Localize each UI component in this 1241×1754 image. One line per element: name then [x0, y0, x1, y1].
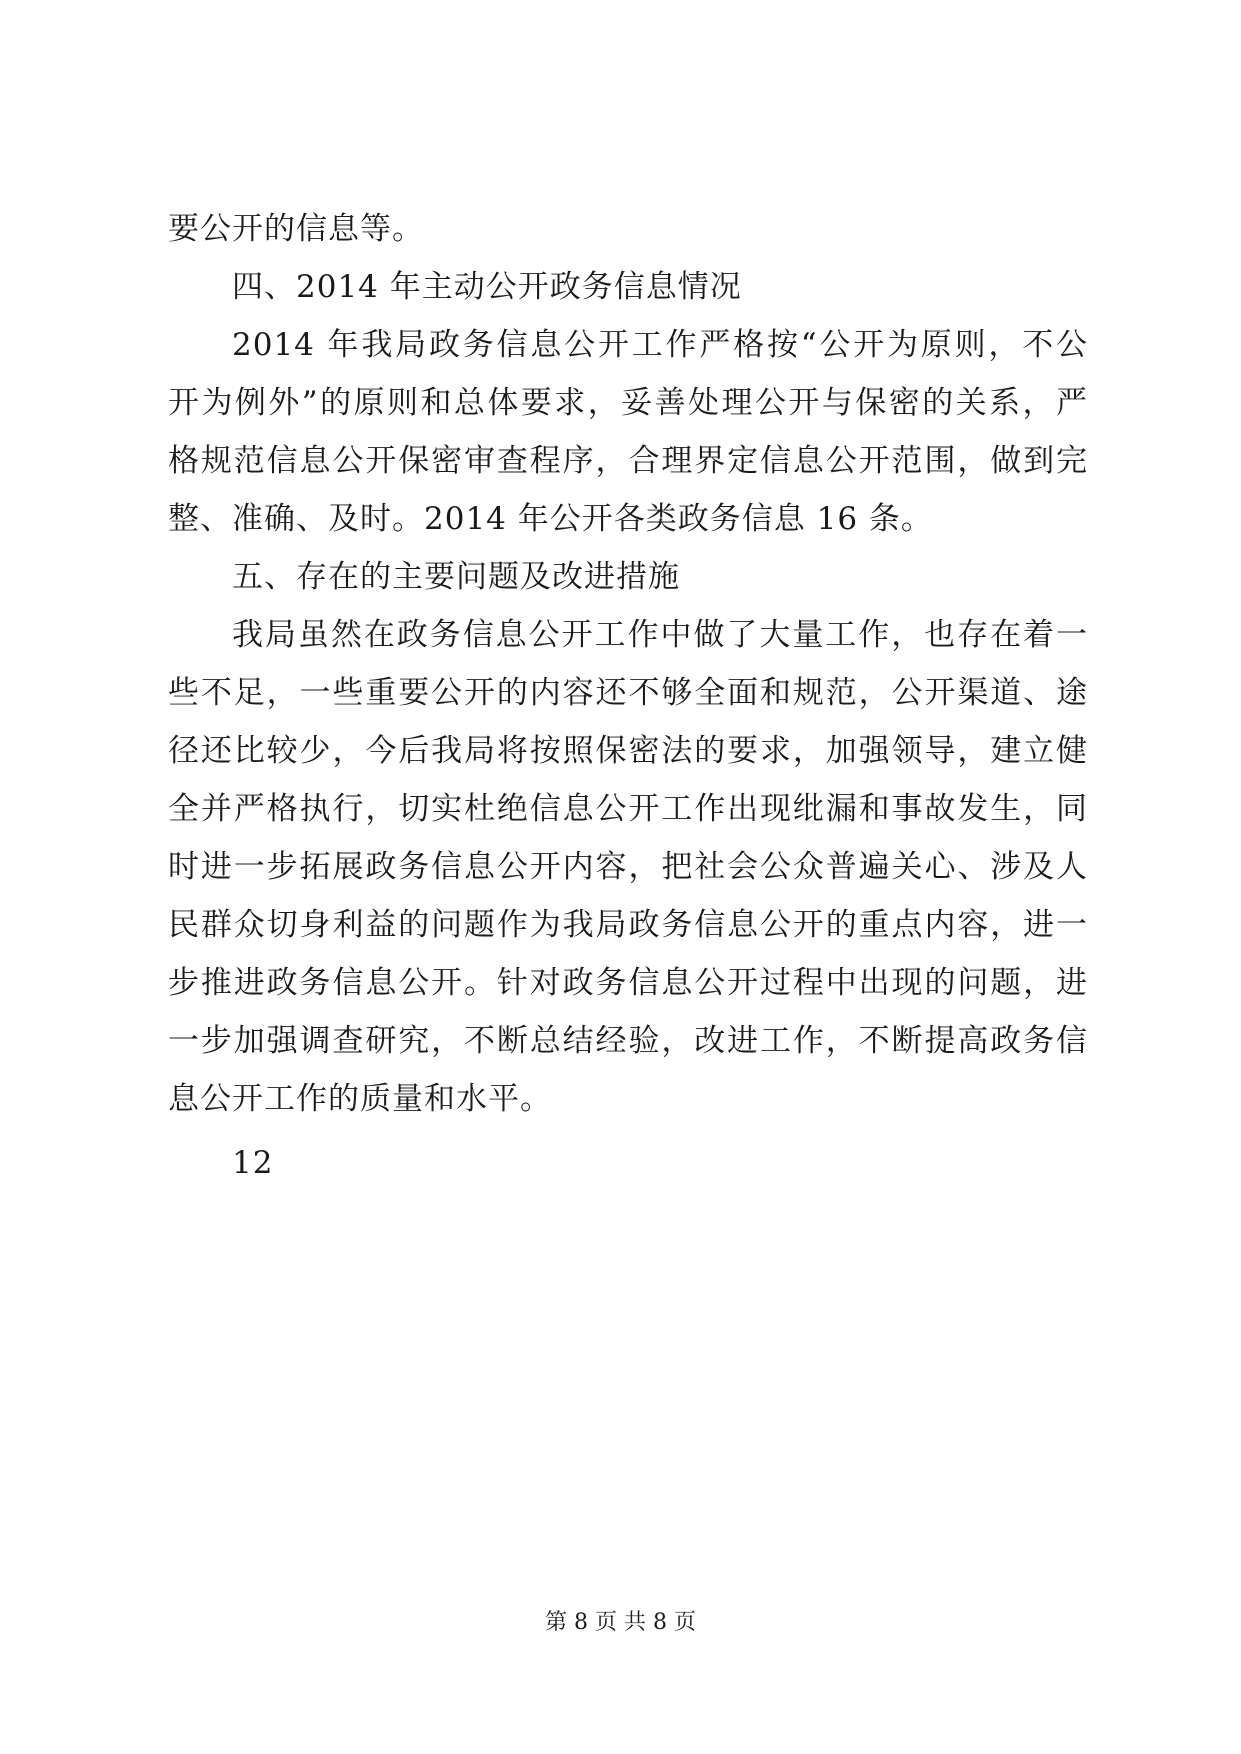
text-line: 2014 年我局政务信息公开工作严格按“公开为原则，不公: [232, 327, 1088, 363]
text-line: 要公开的信息等。: [168, 211, 424, 247]
text-line: 径还比较少，今后我局将按照保密法的要求，加强领导，建立健: [168, 733, 1088, 769]
text-line: 我局虽然在政务信息公开工作中做了大量工作，也存在着一: [232, 617, 1088, 653]
text-line: 全并严格执行，切实杜绝信息公开工作出现纰漏和事故发生，同: [168, 791, 1088, 827]
text-line: 格规范信息公开保密审查程序，合理界定信息公开范围，做到完: [168, 443, 1088, 479]
text-line: 整、准确、及时。2014 年公开各类政务信息 16 条。: [168, 501, 933, 537]
page-number-footer: 第 8 页 共 8 页: [545, 1610, 696, 1635]
text-line: 息公开工作的质量和水平。: [168, 1081, 552, 1117]
text-line: 时进一步拓展政务信息公开内容，把社会公众普遍关心、涉及人: [168, 849, 1088, 885]
section-heading: 四、2014 年主动公开政务信息情况: [232, 269, 742, 305]
text-line: 步推进政务信息公开。针对政务信息公开过程中出现的问题，进: [168, 965, 1088, 1001]
text-line: 开为例外”的原则和总体要求，妥善处理公开与保密的关系，严: [168, 385, 1088, 421]
text-line: 些不足，一些重要公开的内容还不够全面和规范，公开渠道、途: [168, 675, 1088, 711]
document-body: [168, 200, 1088, 1192]
section-heading: 五、存在的主要问题及改进措施: [232, 559, 680, 595]
text-line: 民群众切身利益的问题作为我局政务信息公开的重点内容，进一: [168, 907, 1088, 943]
text-line: 12: [232, 1145, 274, 1181]
text-line: 一步加强调查研究，不断总结经验，改进工作，不断提高政务信: [168, 1023, 1088, 1059]
